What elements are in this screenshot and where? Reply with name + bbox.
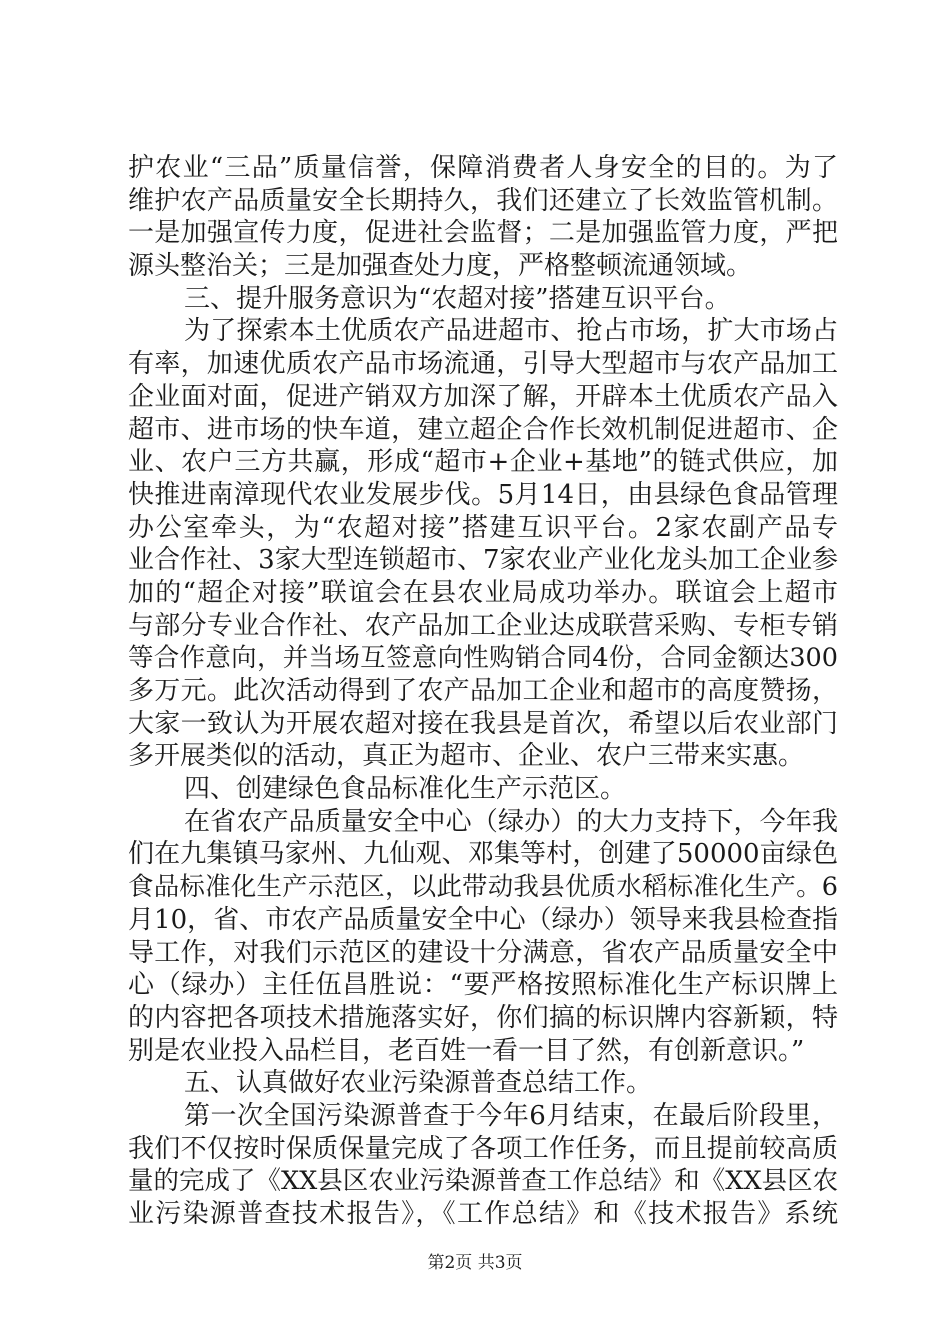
- text-line: 企业面对面，促进产销双方加深了解，开辟本土优质农产品入: [128, 381, 838, 412]
- text-line: 护农业“三品”质量信誉，保障消费者人身安全的目的。为了: [128, 153, 838, 183]
- page-footer: 第2页 共3页: [427, 1253, 523, 1273]
- text-line: 业合作社、3家大型连锁超市、7家农业产业化龙头加工企业参: [128, 545, 838, 576]
- text-line: 量的完成了《XX县区农业污染源普查工作总结》和《XX县区农: [128, 1166, 839, 1197]
- text-line: 月10，省、市农产品质量安全中心（绿办）领导来我县检查指: [128, 904, 838, 935]
- text-line: 第一次全国污染源普查于今年6月结束，在最后阶段里，: [184, 1100, 838, 1131]
- text-line: 一是加强宣传力度，促进社会监督；二是加强监管力度，严把: [128, 218, 838, 249]
- text-line: 加的“超企对接”联谊会在县农业局成功举办。联谊会上超市: [128, 577, 838, 608]
- text-line: 等合作意向，并当场互签意向性购销合同4份，合同金额达300: [128, 643, 838, 674]
- text-line: 心（绿办）主任伍昌胜说：“要严格按照标准化生产标识牌上: [128, 970, 838, 1001]
- text-line: 源头整治关；三是加强查处力度，严格整顿流通领域。: [128, 251, 753, 282]
- text-line: 五、认真做好农业污染源普查总结工作。: [184, 1068, 653, 1099]
- text-line: 多开展类似的活动，真正为超市、企业、农户三带来实惠。: [128, 741, 805, 772]
- text-line: 导工作，对我们示范区的建设十分满意，省农产品质量安全中: [128, 937, 838, 968]
- text-line: 们在九集镇马家州、九仙观、邓集等村，创建了50000亩绿色: [128, 839, 838, 870]
- text-line: 有率，加速优质农产品市场流通，引导大型超市与农产品加工: [128, 349, 838, 380]
- text-line: 的内容把各项技术措施落实好，你们搞的标识牌内容新颖，特: [128, 1002, 838, 1033]
- text-line: 超市、进市场的快车道，建立超企合作长效机制促进超市、企: [128, 414, 838, 445]
- text-line: 四、创建绿色食品标准化生产示范区。: [184, 774, 627, 805]
- text-line: 办公室牵头，为“农超对接”搭建互识平台。2家农副产品专: [128, 512, 838, 543]
- text-line: 大家一致认为开展农超对接在我县是首次，希望以后农业部门: [128, 708, 838, 739]
- text-line: 快推进南漳现代农业发展步伐。5月14日，由县绿色食品管理: [128, 479, 838, 510]
- text-line: 业、农户三方共赢，形成“超市+企业+基地”的链式供应，加: [128, 447, 838, 478]
- text-line: 别是农业投入品栏目，老百姓一看一目了然，有创新意识。”: [128, 1035, 805, 1066]
- body-text: [128, 152, 838, 1231]
- text-line: 食品标准化生产示范区，以此带动我县优质水稻标准化生产。6: [128, 872, 838, 903]
- text-line: 为了探索本土优质农产品进超市、抢占市场，扩大市场占: [184, 316, 838, 347]
- text-line: 业污染源普查技术报告》，《工作总结》和《技术报告》系统: [128, 1199, 838, 1229]
- text-line: 在省农产品质量安全中心（绿办）的大力支持下，今年我: [184, 806, 838, 837]
- text-line: 三、提升服务意识为“农超对接”搭建互识平台。: [184, 283, 731, 314]
- text-line: 维护农产品质量安全长期持久，我们还建立了长效监管机制。: [128, 185, 838, 216]
- text-line: 我们不仅按时保质保量完成了各项工作任务，而且提前较高质: [128, 1133, 838, 1164]
- text-line: 与部分专业合作社、农产品加工企业达成联营采购、专柜专销: [128, 610, 838, 641]
- text-line: 多万元。此次活动得到了农产品加工企业和超市的高度赞扬，: [128, 676, 838, 706]
